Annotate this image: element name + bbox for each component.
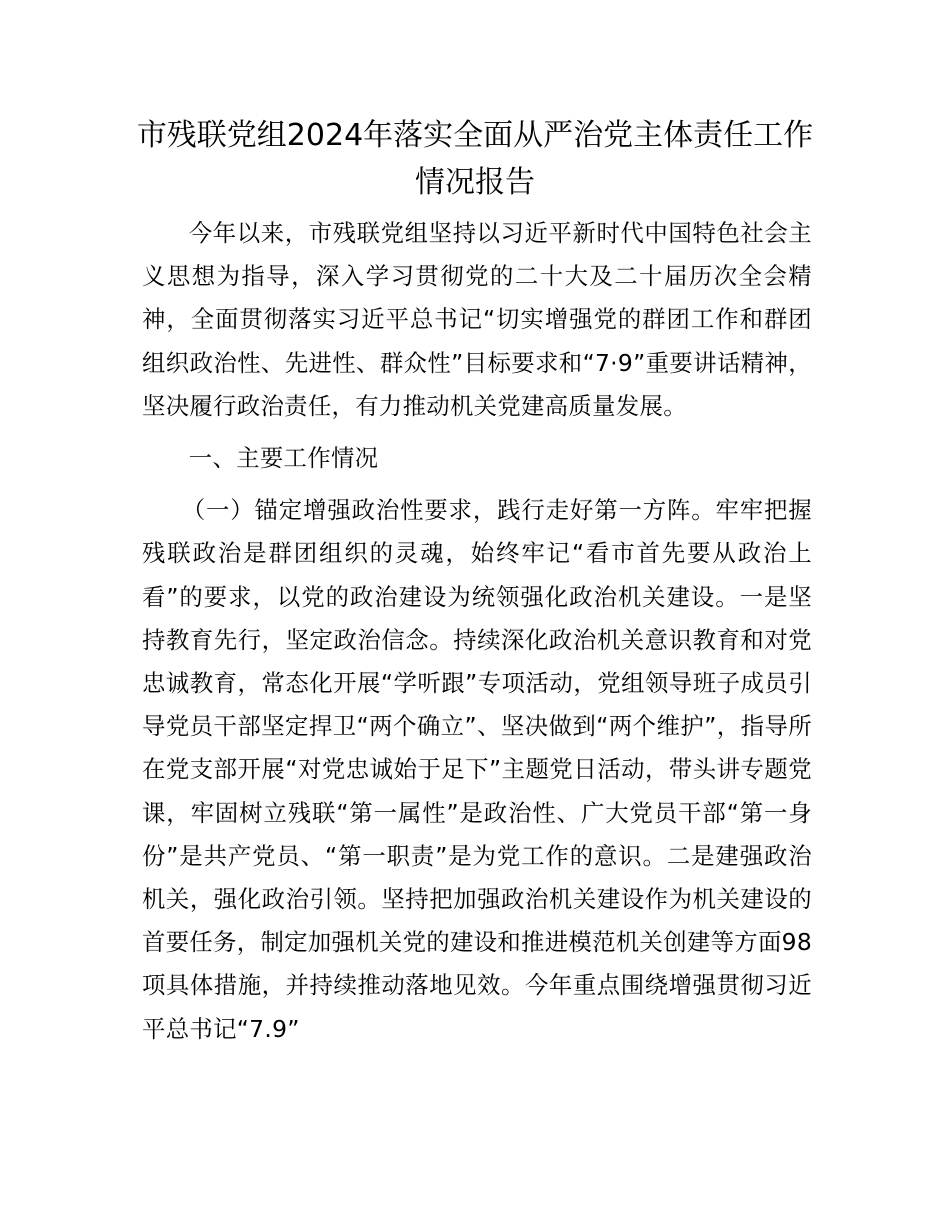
document-title: 市残联党组2024年落实全面从严治党主体责任工作情况报告 bbox=[136, 118, 814, 200]
section-heading: 一、主要工作情况 bbox=[188, 444, 379, 473]
intro-paragraph: 今年以来，市残联党组坚持以习近平新时代中国特色社会主义思想为指导，深入学习贯彻党的二十大及二十届历次全会精神，全面贯彻落实习近平总书记“切实增强党的群团工作和群团组织政治性、先进性、群众性”目标要求和“7·9”重要讲话精神，坚决履行政治责任，有力推动机关党建高质量发展。 bbox=[142, 219, 812, 420]
subsection-paragraph: （一）锚定增强政治性要求，践行走好第一方阵。牢牢把握残联政治是群团组织的灵魂，始终牢记“看市首先要从政治上看”的要求，以党的政治建设为统领强化政治机关建设。一是坚持教育先行，坚定政治信念。持续深化政治机关意识教育和对党忠诚教育，常态化开展“学听跟”专项活动，党组领导班子成员引导党员干部坚定捍卫“两个确立”、坚决做到“两个维护”，指导所在党支部开展“对党忠诚始于足下”主题党日活动，带头讲专题党课，牢固树立残联“第一属性”是政治性、广大党员干部“第一身份”是共产党员、“第一职责”是为党工作的意识。二是建强政治机关，强化政治引领。坚持把加强政治机关建设作为机关建设的首要任务，制定加强机关党的建设和推进模范机关创建等方面98项具体措施，并持续推动落地见效。今年重点围绕增强贯彻习近平总书记“7.9” bbox=[142, 496, 813, 1043]
document-body bbox=[142, 212, 812, 1051]
